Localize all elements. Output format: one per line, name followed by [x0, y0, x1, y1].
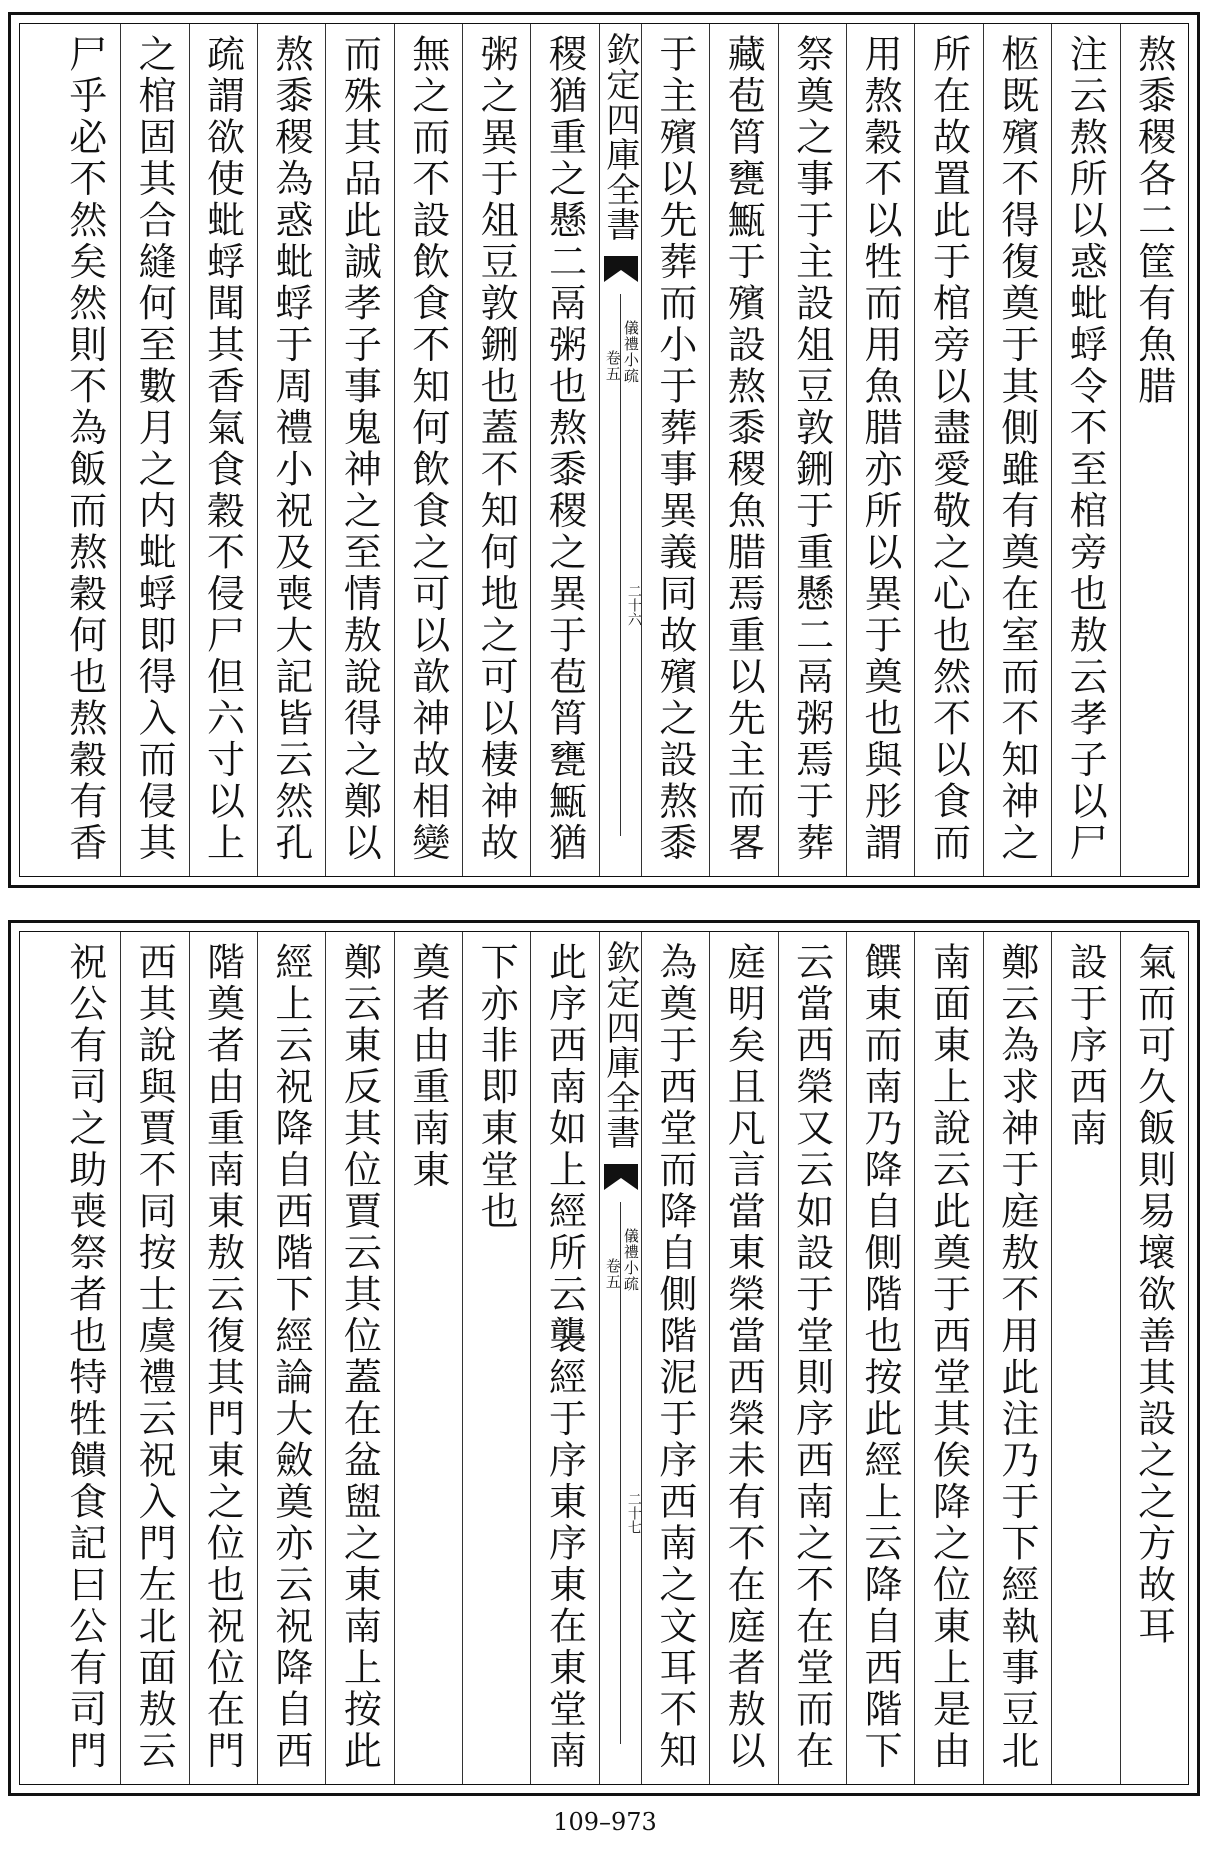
- text-column: [914, 24, 982, 876]
- text-column: [846, 24, 914, 876]
- column-text: 下亦非即東堂也: [474, 942, 519, 1233]
- bottom-page: [8, 920, 1200, 1796]
- text-column: [1120, 932, 1188, 1784]
- book-title: 儀禮小疏: [621, 1228, 640, 1292]
- text-column: [641, 932, 709, 1784]
- column-text: 藏苞筲甕甒于殯設熬黍稷魚腊焉重以先主而畧: [721, 34, 766, 864]
- text-column: [189, 24, 257, 876]
- bottom-page-columns: [20, 932, 1188, 1784]
- column-text: 氣而可久飯則易壞欲善其設之之方故耳: [1131, 942, 1176, 1648]
- text-column: [189, 932, 257, 1784]
- column-text: 熬黍稷各二筐有魚腊: [1131, 34, 1176, 408]
- column-text: 設于序西南: [1063, 942, 1108, 1150]
- text-column: [1051, 24, 1119, 876]
- text-column: [709, 24, 777, 876]
- text-column: [1051, 932, 1119, 1784]
- column-text: 經上云祝降自西階下經論大斂奠亦云祝降自西: [268, 942, 313, 1772]
- column-text: 西其說與賈不同按士虞禮云祝入門左北面敖云: [132, 942, 177, 1772]
- column-text: 熬黍稷為惑蚍蜉于周禮小祝及喪大記皆云然孔: [268, 34, 313, 864]
- text-column: [983, 24, 1051, 876]
- column-text: 此序西南如上經所云襲經于序東序東在東堂南: [542, 942, 587, 1772]
- column-text: 饌東而南乃降自側階也按此經上云降自西階下: [858, 942, 903, 1772]
- column-text: 粥之異于俎豆敦鉶也蓋不知何地之可以棲神故: [474, 34, 519, 864]
- volume-label: 卷五: [603, 1258, 622, 1290]
- column-text: 疏謂欲使蚍蜉聞其香氣食穀不侵尸但六寸以上: [200, 34, 245, 864]
- text-column: [530, 24, 598, 876]
- column-text: 階奠者由重南東敖云復其門東之位也祝位在門: [200, 942, 245, 1772]
- text-column: [120, 24, 188, 876]
- column-text: 庭明矣且凡言當東榮當西榮未有不在庭者敖以: [721, 942, 766, 1772]
- book-title: 儀禮小疏: [621, 320, 640, 384]
- column-text: 南面東上說云此奠于西堂其俟降之位東上是由: [926, 942, 971, 1772]
- column-text: 于主殯以先葬而小于葬事異義同故殯之設熬黍: [652, 34, 697, 864]
- text-column: [120, 932, 188, 1784]
- text-column: [462, 24, 530, 876]
- column-text: 云當西榮又云如設于堂則序西南之不在堂而在: [789, 942, 834, 1772]
- text-column: [257, 24, 325, 876]
- column-text: 祝公有司之助喪祭者也特牲饋食記曰公有司門: [62, 942, 107, 1772]
- column-text: 稷猶重之懸二鬲粥也熬黍稷之異于苞筲甕甒猶: [542, 34, 587, 864]
- text-column: [394, 932, 462, 1784]
- folio-number: 二十七: [625, 1492, 642, 1534]
- volume-label: 卷五: [603, 350, 622, 382]
- column-text: 之棺固其合縫何至數月之内蚍蜉即得入而侵其: [132, 34, 177, 864]
- column-text: 鄭云為求神于庭敖不用此注乃于下經執事豆北: [994, 942, 1039, 1772]
- top-page: [8, 12, 1200, 888]
- folio-number: 二十六: [625, 584, 642, 626]
- text-column: [709, 932, 777, 1784]
- text-column: [914, 932, 982, 1784]
- column-text: 無之而不設飲食不知何飲食之可以歆神故相變: [405, 34, 450, 864]
- text-column: [325, 932, 393, 1784]
- text-column: [52, 24, 120, 876]
- column-text: 祭奠之事于主設俎豆敦鉶于重懸二鬲粥焉于葬: [789, 34, 834, 864]
- library-title: 欽定四庫全書: [599, 940, 640, 1150]
- column-text: 柩既殯不得復奠于其側雖有奠在室而不知神之: [994, 34, 1039, 864]
- text-column: [641, 24, 709, 876]
- text-column: [983, 932, 1051, 1784]
- text-column: [778, 932, 846, 1784]
- text-column: [530, 932, 598, 1784]
- column-text: 奠者由重南東: [405, 942, 450, 1191]
- column-text: 尸乎必不然矣然則不為飯而熬穀何也熬穀有香: [62, 34, 107, 864]
- top-page-columns: [20, 24, 1188, 876]
- text-column: [846, 932, 914, 1784]
- text-column: [1120, 24, 1188, 876]
- text-column: [394, 24, 462, 876]
- text-column: [462, 932, 530, 1784]
- text-column: [778, 24, 846, 876]
- column-text: 所在故置此于棺旁以盡愛敬之心也然不以食而: [926, 34, 971, 864]
- text-column: [257, 932, 325, 1784]
- column-text: 注云熬所以惑蚍蜉令不至棺旁也敖云孝子以尸: [1063, 34, 1108, 864]
- column-text: 為奠于西堂而降自側階泥于序西南之文耳不知: [652, 942, 697, 1772]
- column-text: 而殊其品此誠孝子事鬼神之至情敖說得之鄭以: [337, 34, 382, 864]
- center-fold-column: [599, 932, 641, 1784]
- library-title: 欽定四庫全書: [599, 32, 640, 242]
- column-text: 鄭云東反其位賈云其位蓋在盆盥之東南上按此: [337, 942, 382, 1772]
- column-text: 用熬穀不以牲而用魚腊亦所以異于奠也與彤謂: [858, 34, 903, 864]
- center-fold-column: [599, 24, 641, 876]
- page-number: 109–973: [553, 1808, 657, 1836]
- text-column: [325, 24, 393, 876]
- text-column: [52, 932, 120, 1784]
